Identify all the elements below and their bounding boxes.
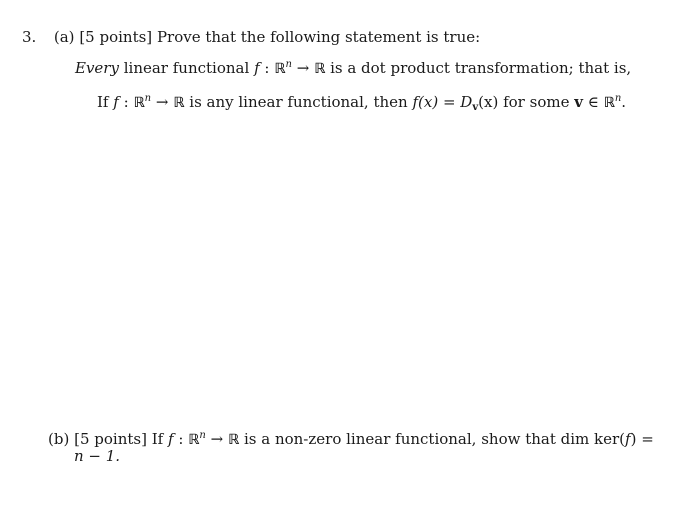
math-arrow-2: → <box>155 93 169 111</box>
problem-3-header <box>22 28 480 46</box>
math-x-arg: (x) <box>478 93 499 111</box>
math-f-b: f <box>167 430 174 448</box>
math-R-2: ℝ <box>133 95 145 111</box>
part-b-points: [5 points] <box>74 430 147 448</box>
math-R: ℝ <box>274 61 286 77</box>
statement-part-1: linear functional <box>123 59 250 77</box>
math-R-target: ℝ <box>314 61 326 77</box>
math-R-b: ℝ <box>188 432 200 448</box>
math-n-3: n <box>614 93 622 104</box>
math-n-b: n <box>199 430 206 441</box>
math-in: ∈ <box>587 93 599 111</box>
math-R-target-2: ℝ <box>173 95 185 111</box>
part-b-label: (b) <box>48 430 70 448</box>
part-b-text-1: If <box>151 430 164 448</box>
part-b-text-2: is a non-zero linear functional, show that dim ker( <box>243 430 626 448</box>
part-a-label: (a) <box>53 28 75 46</box>
period: . <box>621 93 627 111</box>
math-n: n <box>285 59 292 70</box>
math-arrow-b: → <box>210 430 224 448</box>
math-f-2: f <box>113 93 119 111</box>
part-a-statement <box>75 56 631 78</box>
part-b-text-4: n − 1. <box>74 447 121 465</box>
part-a-intro: Prove that the following statement is true: <box>156 28 481 46</box>
statement-emph: Every <box>75 59 119 77</box>
math-v: v <box>574 93 583 111</box>
part-a-restatement <box>97 90 626 117</box>
part-a-points: [5 points] <box>79 28 153 46</box>
math-fx: f(x) = D <box>412 93 473 111</box>
math-f-ker: f <box>625 430 631 448</box>
part-b-line-1 <box>48 427 654 449</box>
if-word: If <box>97 93 109 111</box>
math-colon-2: : <box>123 93 129 111</box>
math-arrow: → <box>296 59 310 77</box>
math-colon: : <box>264 59 270 77</box>
math-R-target-b: ℝ <box>227 432 240 448</box>
for-some: for some <box>503 93 570 111</box>
math-n-2: n <box>144 93 152 104</box>
statement-part-2: is a dot product transformation; that is, <box>330 59 632 77</box>
math-R-3: ℝ <box>603 95 615 111</box>
problem-number: 3. <box>22 28 37 46</box>
math-f: f <box>254 59 260 77</box>
part-b-line-2 <box>74 447 120 465</box>
math-v-sub: v <box>472 102 479 113</box>
part-b-text-3: ) = <box>630 430 654 448</box>
if-rest: is any linear functional, then <box>189 93 408 111</box>
math-colon-b: : <box>178 430 184 448</box>
